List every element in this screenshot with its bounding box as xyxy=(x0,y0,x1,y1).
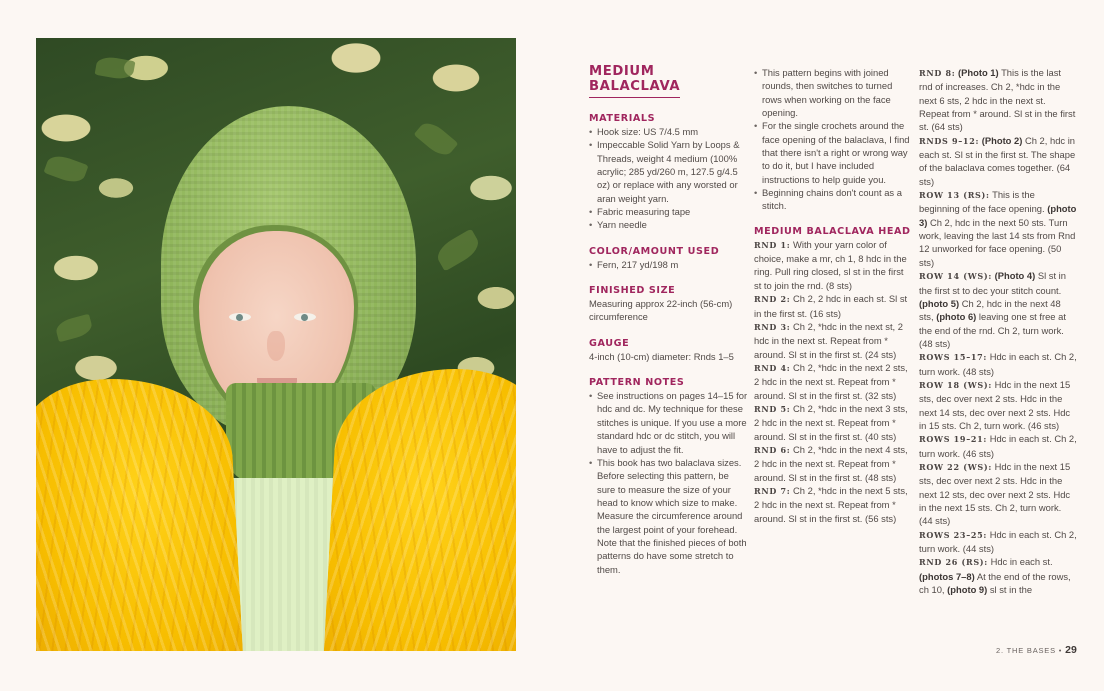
hedge-leaf xyxy=(54,314,94,343)
step: RND 26 (RS): Hdc in each st. (photos 7–8) At the end of the rows, ch 10, (photo 9) sl st in the xyxy=(919,556,1071,596)
list-item: • Impeccable Solid Yarn by Loops & Threads, weight 4 medium (100% acrylic; 285 yd/260 m, 127.5 g/4.5 oz) or replace with any worsted or aran weight yarn. xyxy=(589,138,749,205)
materials-section xyxy=(589,112,749,232)
gauge-section xyxy=(589,337,749,363)
balaclava-photo xyxy=(36,38,516,651)
step: RND 4: Ch 2, *hdc in the next 2 sts, 2 hdc in the next st. Repeat from * around. Sl st in the first st. (32 sts) xyxy=(754,361,908,401)
section-heading: COLOR/AMOUNT USED xyxy=(589,245,720,257)
step: ROWS 15–17: Hdc in each st. Ch 2, turn work. (48 sts) xyxy=(919,351,1077,377)
page-number: 29 xyxy=(1065,644,1077,656)
list-item: • This pattern begins with joined rounds, then switches to turned rows when working on the face opening. xyxy=(754,66,912,119)
step: ROW 13 (RS): This is the beginning of the face opening. (photo 3) Ch 2, hdc in the next 50 sts. Turn work, leaving the last 14 sts from Rnd 12 unworked for face opening. (50 sts) xyxy=(919,189,1077,268)
hedge-leaf xyxy=(433,229,483,272)
text-column-3 xyxy=(919,66,1077,596)
step: RND 1: With your yarn color of choice, make a mr, ch 1, 8 hdc in the ring. Pull ring closed, sl st in the first st to join the rnd. (8 sts) xyxy=(754,238,907,291)
list-item: • This book has two balaclava sizes. Before selecting this pattern, be sure to measure the size of your head to know which size to make. Measure the circumference around the largest point of your forehead. Note that the finished pieces of both patterns do have some stretch to them. xyxy=(589,456,749,576)
step: ROW 18 (WS): Hdc in the next 15 sts, dec over next 2 sts. Hdc in the next 14 sts, dec over next 2 sts. Hdc in 15 sts. Ch 2, turn work. (46 sts) xyxy=(919,378,1071,431)
step: RND 5: Ch 2, *hdc in the next 3 sts, 2 hdc in the next st. Repeat from * around. Sl st in the first st. (40 sts) xyxy=(754,402,908,442)
step: RND 8: (Photo 1) This is the last rnd of increases. Ch 2, *hdc in the next 6 sts, 2 hdc in the next st. Repeat from * around. Sl st in the first st. (64 sts) xyxy=(919,67,1076,133)
list-item: • Yarn needle xyxy=(589,218,749,231)
list-item: • Fern, 217 yd/198 m xyxy=(589,258,749,271)
step: RNDS 9–12: (Photo 2) Ch 2, hdc in each st. Sl st in the first st. The shape of the balaclava comes together. (64 sts) xyxy=(919,134,1076,187)
paragraph: Measuring approx 22-inch (56-cm) circumference xyxy=(589,298,733,323)
left-eye xyxy=(229,313,251,321)
paragraph: 4-inch (10-cm) diameter: Rnds 1–5 xyxy=(589,350,734,362)
step: ROW 14 (WS): (Photo 4) Sl st in the first st to dec your stitch count. (photo 5) Ch 2, hdc in the next 48 sts, (photo 6) leaving one st free at the end of the rnd. Ch 2, turn work. (48 sts) xyxy=(919,270,1066,349)
text-column-2 xyxy=(754,66,912,525)
finished-size-section xyxy=(589,284,749,324)
pattern-notes-section xyxy=(589,376,749,576)
hedge-leaf xyxy=(95,55,136,81)
chapter-name: 2. THE BASES xyxy=(996,646,1056,655)
hedge-leaf xyxy=(43,152,88,186)
section-heading: PATTERN NOTES xyxy=(589,377,685,389)
list-item: • See instructions on pages 14–15 for hdc and dc. My technique for these stitches is unique. If you use a more standard hdc or dc stitch, you will have to adjust the fit. xyxy=(589,389,749,456)
step: RND 3: Ch 2, *hdc in the next st, 2 hdc in the next st. Repeat from * around. Sl st in the first st. (24 sts) xyxy=(754,320,903,360)
step: ROWS 19–21: Hdc in each st. Ch 2, turn work. (46 sts) xyxy=(919,433,1077,459)
section-heading: MEDIUM BALACLAVA HEAD xyxy=(754,225,911,237)
page-folio xyxy=(996,644,1077,656)
list-item: • Beginning chains don't count as a stitch. xyxy=(754,186,912,213)
hedge-leaf xyxy=(414,118,459,161)
step: ROW 22 (WS): Hdc in the next 15 sts, dec over next 2 sts. Hdc in the next 12 sts, dec over next 2 sts. Hdc in the next 15 sts. Ch 2, turn work. (44 sts) xyxy=(919,460,1071,527)
pattern-notes-continued xyxy=(754,66,912,213)
section-heading: GAUGE xyxy=(589,337,630,349)
list-item: • Fabric measuring tape xyxy=(589,205,749,218)
page-title: MEDIUM BALACLAVA xyxy=(589,64,680,98)
section-heading: FINISHED SIZE xyxy=(589,285,676,297)
color-amount-section xyxy=(589,245,749,271)
step: RND 2: Ch 2, 2 hdc in each st. Sl st in the first st. (16 sts) xyxy=(754,293,908,319)
step: RND 6: Ch 2, *hdc in the next 4 sts, 2 hdc in the next st. Repeat from * around. Sl st in the first st. (48 sts) xyxy=(754,443,908,483)
list-item: • Hook size: US 7/4.5 mm xyxy=(589,125,749,138)
step: ROWS 23–25: Hdc in each st. Ch 2, turn work. (44 sts) xyxy=(919,528,1077,555)
nose xyxy=(267,331,285,361)
section-heading: MATERIALS xyxy=(589,113,656,124)
text-column-1 xyxy=(589,64,749,589)
right-eye xyxy=(294,313,316,321)
list-item: • For the single crochets around the face opening of the balaclava, I find that there isn't a right or wrong way to do it, but I have included instructions to help guide you. xyxy=(754,119,912,186)
step: RND 7: Ch 2, *hdc in the next 5 sts, 2 hdc in the next st. Repeat from * around. Sl st in the first st. (56 sts) xyxy=(754,484,908,524)
folio-separator: • xyxy=(1058,646,1063,655)
